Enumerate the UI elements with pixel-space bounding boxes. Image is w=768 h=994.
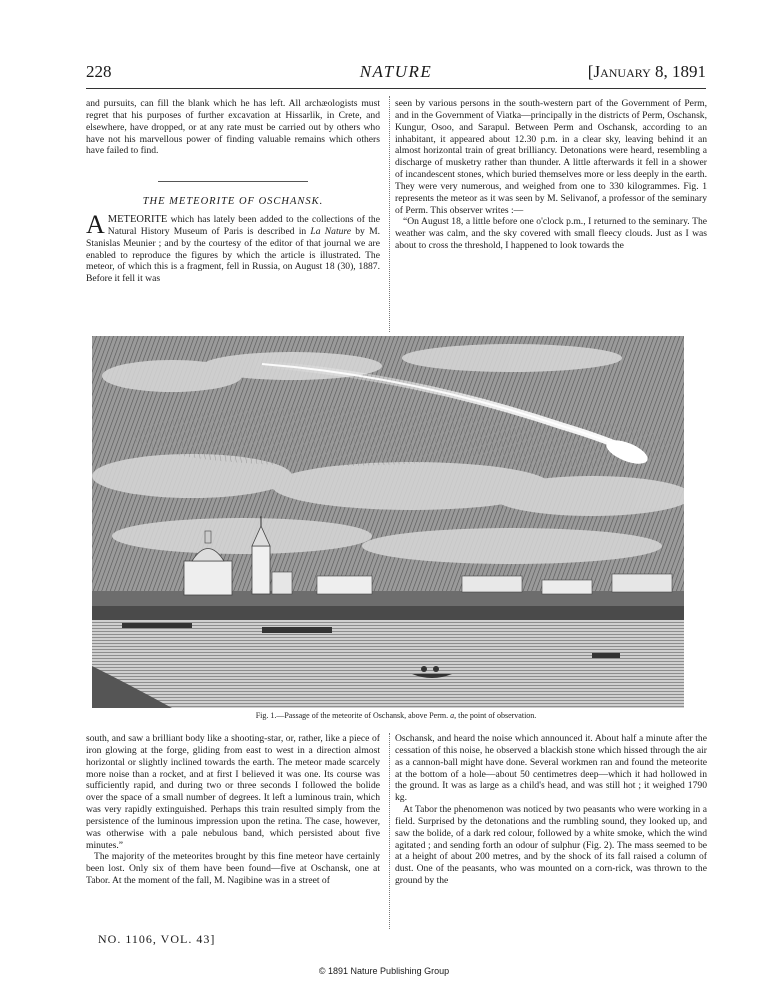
issue-date: [January 8, 1891 bbox=[587, 62, 706, 81]
intro-caps: METEORITE bbox=[107, 214, 168, 226]
left-column-bottom bbox=[86, 733, 380, 887]
paragraph-quote-start: “On August 18, a little before one o'clock p.m., I returned to the seminary. The weather was calm, and the sky covered with small fleecy clouds. Just as I was about to cross the threshold, I happened to look towards the bbox=[395, 216, 707, 252]
paragraph-quote-end: south, and saw a brilliant body like a shooting-star, or, rather, like a piece of iron glowing at the forge, gliding from east to west in a direction almost horizontal or slightly inclined towards the earth. The meteor made scarcely more noise than a rocket, and at first I believed it was one. Its course was sufficiently rapid, and during two or three seconds I followed the bolide over the space of a small number of degrees. It left a luminous train, which was very rapidly extinguished. Perhaps this train resulted simply from the persistence of the luminous impression upon the retina. The case, however, was otherwise with a pale nebulous band, which persisted about five minutes.” bbox=[86, 733, 380, 851]
running-header bbox=[86, 62, 706, 86]
paragraph-majority: The majority of the meteorites brought by this fine meteor have certainly been lost. Only six of them have been found—five at Oschansk, one at Tabor. At the moment of the fall, M. Nagibine was in a street of bbox=[86, 851, 380, 887]
intro-journal-name: La Nature bbox=[310, 225, 352, 237]
copyright-notice: © 1891 Nature Publishing Group bbox=[318, 966, 450, 976]
right-column-top bbox=[395, 98, 707, 252]
journal-title: NATURE bbox=[359, 62, 433, 81]
intro-text-a: which has lately been added to the collections of the Natural History Museum of Paris is described in bbox=[107, 214, 380, 237]
left-column-top bbox=[86, 98, 380, 285]
intro-text-b: by M. Stanislas Meunier ; and by the courtesy of the editor of that journal we are enabled to reproduce the figures by which the article is illustrated. The meteor, of which this is a fragment, fell in Russia, on August 18 (30), 1887. Before it fell it was bbox=[86, 225, 380, 285]
caption-text-a: Fig. 1.—Passage of the meteorite of Oschansk, above Perm. bbox=[255, 711, 449, 720]
caption-text-b: , the point of observation. bbox=[454, 711, 537, 720]
column-divider-bottom bbox=[389, 733, 390, 929]
drop-cap: A bbox=[86, 210, 105, 240]
caption-label: a bbox=[450, 711, 455, 720]
header-rule bbox=[86, 88, 706, 89]
paragraph-intro bbox=[86, 210, 380, 285]
section-divider bbox=[158, 181, 308, 182]
paragraph-sightings: seen by various persons in the south-western part of the Government of Perm, and in the Government of Viatka—principally in the districts of Perm, Oschansk, Kungur, Osoo, and Sarapul. Between Perm and Oschansk, according to an inhabitant, it appeared about 12.30 p.m. in a clear sky, leaving behind it an almost horizontal train of great brilliancy. Detonations were heard, resembling a discharge of musketry rather than thunder. A little afterwards it fell in a shower of incandescent stones, which buried themselves more or less deeply in the earth. They were very numerous, and weighed from one to 330 kilogrammes. Fig. 1 represents the meteor as it was seen by M. Selivanof, a professor of the seminary of Perm. This observer writes :— bbox=[395, 98, 707, 216]
engraving-illustration bbox=[92, 336, 684, 708]
shoreline bbox=[92, 606, 684, 620]
volume-number: NO. 1106, VOL. 43] bbox=[98, 932, 216, 946]
figure-caption bbox=[86, 711, 706, 720]
paragraph-oschansk: Oschansk, and heard the noise which announced it. About half a minute after the cessation of this noise, he observed a blackish stone which hissed through the air as a cannon-ball might have done. Several workmen ran and found the meteorite at the bottom of a hole—about 50 centimetres deep—which it had hollowed in the ground. It was as large as a child's head, and was still hot ; it weighed 1790 kg. bbox=[395, 733, 707, 804]
column-divider-top bbox=[389, 96, 390, 332]
paragraph-schliemann: and pursuits, can fill the blank which he has left. All archæologists must regret that his purposes of further excavation at Hissarlik, in Crete, and elsewhere, have dropped, or at any rate must be carried out by others who have not his marvellous power of finding valuable remains which others have failed to find. bbox=[86, 98, 380, 157]
paragraph-tabor: At Tabor the phenomenon was noticed by two peasants who were working in a field. Surprised by the detonations and the rumbling sound, they looked up, and saw the bolide, of a dark red colour, followed by a white smoke, which the wind agitated ; and sending forth an odour of sulphur (Fig. 2). The mass seemed to be at a height of about 200 metres, and by the shock of its fall raised a column of dust. One of the peasants, who was mounted on a corn-rick, was thrown to the ground by the bbox=[395, 804, 707, 887]
article-title: THE METEORITE OF OSCHANSK. bbox=[142, 196, 324, 208]
right-column-bottom bbox=[395, 733, 707, 887]
meteor-engraving bbox=[92, 336, 684, 708]
page-number: 228 bbox=[86, 62, 112, 81]
